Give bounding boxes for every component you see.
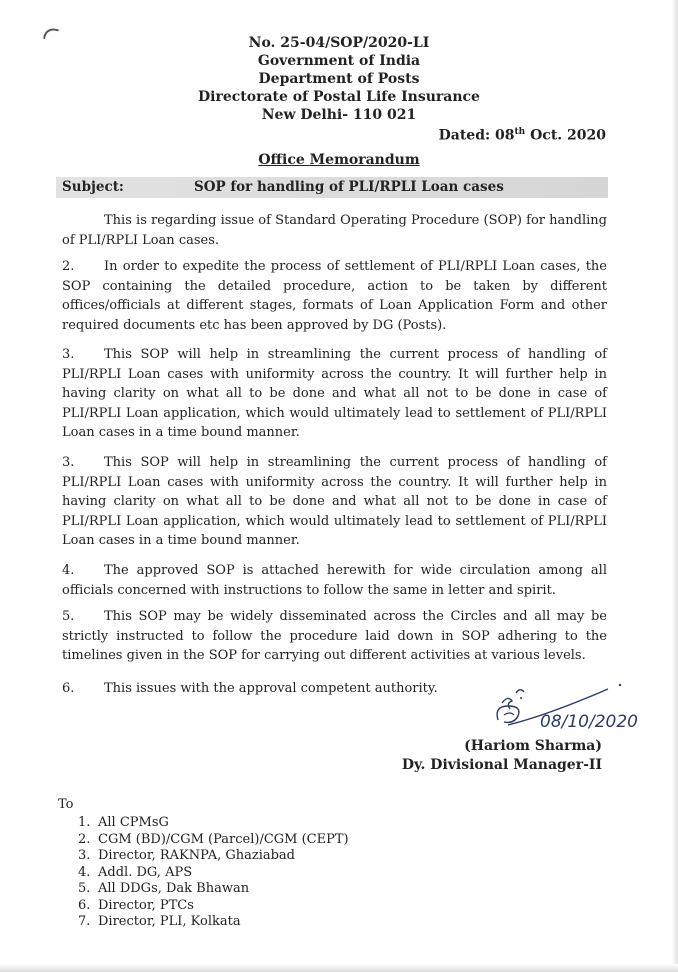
letterhead-government: Government of India (257, 53, 421, 69)
list-item: 6. Director, PTCs (78, 897, 194, 913)
list-item: 2. CGM (BD)/CGM (Parcel)/CGM (CEPT) (78, 831, 349, 847)
letterhead-city: New Delhi- 110 021 (261, 107, 417, 123)
list-item: 3. Director, RAKNPA, Ghaziabad (78, 848, 295, 863)
signatory-designation: Dy. Divisional Manager-II (401, 757, 602, 773)
list-item: 5. All DDGs, Dak Bhawan (78, 881, 250, 896)
scan-edge-right (672, 0, 678, 972)
dated-line: Dated: 08th Oct. 2020 (438, 127, 606, 144)
letterhead (0, 34, 678, 124)
paragraph-3: 3. This SOP will help in streamlining the current process of handling of PLI/RPLI Loan cases with uniformity across the country. It will further help in having clarity on what all to be done and what all not to be done in case of PLI/RPLI Loan application, which would ultimately lead to settlement of PLI/RPLI Loan cases in a time bound manner. (62, 347, 607, 440)
paragraph-4: 4. The approved SOP is attached herewith for wide circulation among all officials concerned with instructions to follow the same in letter and spirit. (62, 563, 607, 598)
recipient-list (78, 815, 349, 931)
scan-edge-bottom (0, 964, 678, 972)
list-item: 1. All CPMsG (78, 815, 169, 830)
paragraph-3-repeat: 3. This SOP will help in streamlining the current process of handling of PLI/RPLI Loan cases with uniformity across the country. It will further help in having clarity on what all to be done and what all not to be done in case of PLI/RPLI Loan application, which would ultimately lead to settlement of PLI/RPLI Loan cases in a time bound manner. (62, 455, 607, 548)
paragraph-6: 6. This issues with the approval competent authority. (62, 681, 438, 696)
signatory-name: (Hariom Sharma) (464, 738, 602, 754)
list-item: 4. Addl. DG, APS (78, 864, 193, 880)
letterhead-directorate: Directorate of Postal Life Insurance (198, 89, 480, 105)
list-item: 7. Director, PLI, Kolkata (78, 914, 241, 929)
to-label: To (58, 797, 74, 812)
subject-text: SOP for handling of PLI/RPLI Loan cases (194, 179, 504, 195)
subject-bar (56, 177, 608, 198)
handwritten-signature (490, 675, 640, 737)
svg-text:08/10/2020: 08/10/2020 (540, 712, 638, 732)
subject-label: Subject: (62, 179, 124, 195)
reference-number: No. 25-04/SOP/2020-LI (248, 35, 430, 51)
memo-title: Office Memorandum (258, 152, 420, 168)
paragraph-5: 5. This SOP may be widely disseminated across the Circles and all may be strictly instructed to follow the procedure laid down in SOP adhering to the timelines given in the SOP for carrying out different activities at various levels. (62, 609, 607, 663)
paragraph-2: 2. In order to expedite the process of settlement of PLI/RPLI Loan cases, the SOP containing the detailed procedure, action to be taken by different offices/officials at different stages, formats of Loan Application Form and other required documents etc has been approved by DG (Posts). (62, 259, 607, 333)
letterhead-department: Department of Posts (258, 71, 420, 87)
paragraph-1: This is regarding issue of Standard Operating Procedure (SOP) for handling of PLI/RPLI Loan cases. (62, 213, 607, 248)
